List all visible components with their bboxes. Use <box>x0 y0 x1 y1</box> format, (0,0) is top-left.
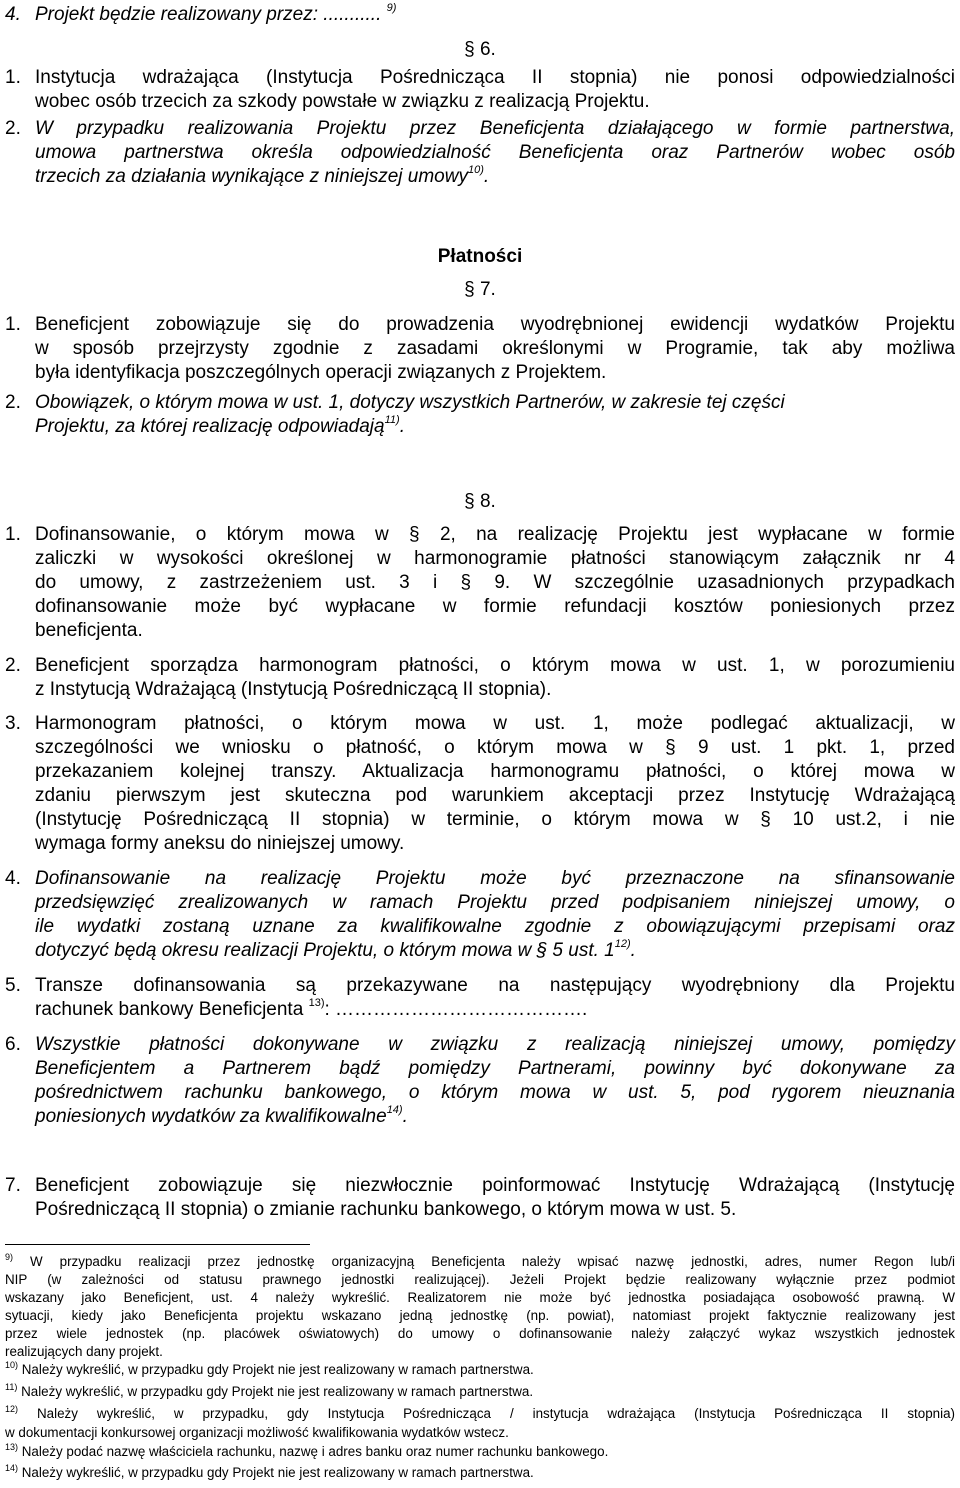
item-number: 5. <box>5 975 21 996</box>
item-number: 1. <box>5 314 21 335</box>
item-number: 1. <box>5 524 21 545</box>
footnote-ref[interactable]: 14) <box>386 1103 403 1116</box>
item-4-text: Projekt będzie realizowany przez: ........... $^{9)}$ <box>35 1 397 25</box>
s8-4-line-3: ile wydatki zostaną uznane za kwalifikowalne zgodnie z obowiązującymi przepisami oraz <box>35 916 955 937</box>
s8-1-line-1: Dofinansowanie, o którym mowa w § 2, na realizację Projektu jest wypłacane w formie <box>35 524 955 545</box>
section-7-heading: § 7. <box>464 279 496 300</box>
s6-1-line-1: Instytucja wdrażająca (Instytucja Pośrednicząca II stopnia) nie ponosi odpowiedzialności <box>35 67 955 88</box>
s8-5-line-2: rachunek bankowy Beneficjenta $^{13)}$: …………………………………. <box>35 996 588 1020</box>
footnote-11: $^{11)}$ Należy wykreślić, w przypadku gdy Projekt nie jest realizowany w ramach partnerstwa. <box>5 1381 534 1399</box>
section-6-heading: § 6. <box>464 39 496 60</box>
s8-4-line-4: dotyczyć będą okresu realizacji Projektu, o którym mowa w § 5 ust. 1$^{12)}$. <box>35 937 636 961</box>
s8-3-line-6: wymaga formy aneksu do niniejszej umowy. <box>35 833 405 854</box>
s6-2-line-1: W przypadku realizowania Projektu przez Beneficjenta działającego w formie partnerstwa, <box>35 118 955 139</box>
s6-2-line-3: trzecich za działania wynikające z niniejszej umowy$^{10)}$. <box>35 163 490 187</box>
footnote-9-line-5: przez wiele jednostek (np. placówek oświatowych) do umowy o dofinansowanie należy załączyć wykaz wszystkich jednostek <box>5 1326 955 1341</box>
item-number: 6. <box>5 1034 21 1055</box>
s8-7-line-1: Beneficjent zobowiązuje się niezwłocznie poinformować Instytucję Wdrażającą (Instytucję <box>35 1175 955 1196</box>
s8-3-line-5: (Instytucję Pośredniczącą II stopnia) w terminie, o którym mowa w § 10 ust.2, i nie <box>35 809 955 830</box>
footnote-12-line-1: $^{12)}$ Należy wykreślić, w przypadku, gdy Instytucja Pośrednicząca / instytucja wdrażająca (Instytucja Pośrednicząca II stopnia) <box>5 1403 955 1421</box>
s8-1-line-3: do umowy, z zastrzeżeniem ust. 3 i § 9. W szczególnie uzasadnionych przypadkach <box>35 572 955 593</box>
s6-1-line-2: wobec osób trzecich za szkody powstałe w związku z realizacją Projektu. <box>35 91 650 112</box>
section-8-heading: § 8. <box>464 491 496 512</box>
s8-1-line-4: dofinansowanie może być wypłacane w formie refundacji kosztów poniesionych przez <box>35 596 955 617</box>
footnote-12-line-2: w dokumentacji konkursowej organizacji możliwość kwalifikowania wydatków wstecz. <box>5 1425 509 1440</box>
item-number: 3. <box>5 713 21 734</box>
item-number: 2. <box>5 118 21 139</box>
s8-1-line-2: zaliczki w wysokości określonej w harmonogramie płatności stanowiącym załącznik nr 4 <box>35 548 955 569</box>
s8-3-line-2: szczególności we wniosku o płatność, o którym mowa w § 9 ust. 1 pkt. 1, przed <box>35 737 955 758</box>
s7-2-line-2: Projektu, za której realizację odpowiadają$^{11)}$. <box>35 413 405 437</box>
s8-3-line-3: przekazaniem kolejnej transzy. Aktualizacja harmonogramu płatności, o której mowa w <box>35 761 955 782</box>
s8-3-line-4: zdaniu pierwszym jest skuteczna pod warunkiem akceptacji przez Instytucję Wdrażającą <box>35 785 955 806</box>
footnote-ref[interactable]: 12) <box>614 937 631 950</box>
s8-6-line-4: poniesionych wydatków za kwalifikowalne$^{14)}$. <box>35 1103 408 1127</box>
item-number: 2. <box>5 392 21 413</box>
s8-2-line-1: Beneficjent sporządza harmonogram płatności, o którym mowa w ust. 1, w porozumieniu <box>35 655 955 676</box>
item-number: 2. <box>5 655 21 676</box>
s8-7-line-2: Pośredniczącą II stopnia) o zmianie rachunku bankowego, o którym mowa w ust. 5. <box>35 1199 737 1220</box>
payments-heading: Płatności <box>437 246 523 267</box>
footnote-9-line-4: sytuacji, kiedy jako Beneficjenta projektu wskazano jedną jednostkę (np. powiat), natomiast projekt faktycznie realizowany jest <box>5 1308 955 1323</box>
footnote-ref[interactable]: 9) <box>386 1 397 14</box>
footnote-9-line-2: NIP (w zależności od statusu prawnego jednostki realizującej). Jeżeli Projekt będzie realizowany wyłącznie przez podmiot <box>5 1272 955 1287</box>
footnote-ref[interactable]: 10) <box>467 163 484 176</box>
s8-6-line-1: Wszystkie płatności dokonywane w związku z realizacją niniejszej umowy, pomiędzy <box>35 1034 955 1055</box>
item-number: 1. <box>5 67 21 88</box>
footnote-ref[interactable]: 13) <box>308 996 325 1009</box>
footnote-9-line-1: $^{9)}$ W przypadku realizacji przez jednostkę organizacyjną Beneficjenta należy wpisać nazwę jednostki, adres, numer Regon lub/i <box>5 1251 955 1269</box>
s8-3-line-1: Harmonogram płatności, o którym mowa w ust. 1, może podlegać aktualizacji, w <box>35 713 955 734</box>
s8-1-line-5: beneficjenta. <box>35 620 143 641</box>
item-number: 7. <box>5 1175 21 1196</box>
s7-1-line-3: była identyfikacja poszczególnych operacji związanych z Projektem. <box>35 362 607 383</box>
s8-6-line-2: Beneficjentem a Partnerem bądź pomiędzy Partnerami, powinny być dokonywane za <box>35 1058 955 1079</box>
s8-4-line-1: Dofinansowanie na realizację Projektu może być przeznaczone na sfinansowanie <box>35 868 955 889</box>
footnote-9-line-3: wskazany jako Beneficjent, ust. 4 należy wykreślić. Realizatorem nie może być jednostka posiadająca osobowość prawną. W <box>5 1290 955 1305</box>
s6-2-line-2: umowa partnerstwa określa odpowiedzialność Beneficjenta oraz Partnerów wobec osób <box>35 142 955 163</box>
item-number: 4. <box>5 868 21 889</box>
footnote-separator <box>5 1244 310 1245</box>
s8-4-line-2: przedsięwzięć zrealizowanych w ramach Projektu przed podpisaniem niniejszej umowy, o <box>35 892 955 913</box>
s7-1-line-2: w sposób przejrzysty zgodnie z zasadami określonymi w Programie, tak aby możliwa <box>35 338 955 359</box>
footnote-13: $^{13)}$ Należy podać nazwę właściciela rachunku, nazwę i adres banku oraz numer rachunku bankowego. <box>5 1441 609 1459</box>
s8-2-line-2: z Instytucją Wdrażającą (Instytucją Pośredniczącą II stopnia). <box>35 679 552 700</box>
s8-5-line-1: Transze dofinansowania są przekazywane na następujący wyodrębniony dla Projektu <box>35 975 955 996</box>
item-number: 4. <box>5 4 21 25</box>
s7-1-line-1: Beneficjent zobowiązuje się do prowadzenia wyodrębnionej ewidencji wydatków Projektu <box>35 314 955 335</box>
s8-6-line-3: pośrednictwem rachunku bankowego, o którym mowa w ust. 5, pod rygorem nieuznania <box>35 1082 955 1103</box>
footnote-ref[interactable]: 11) <box>384 413 400 426</box>
s7-2-line-1: Obowiązek, o którym mowa w ust. 1, dotyczy wszystkich Partnerów, w zakresie tej części <box>35 392 785 413</box>
footnote-14: $^{14)}$ Należy wykreślić, w przypadku gdy Projekt nie jest realizowany w ramach partnerstwa. <box>5 1462 534 1480</box>
footnote-10: $^{10)}$ Należy wykreślić, w przypadku gdy Projekt nie jest realizowany w ramach partnerstwa. <box>5 1359 534 1377</box>
footnote-9-line-6: realizujących dany projekt. <box>5 1344 163 1359</box>
